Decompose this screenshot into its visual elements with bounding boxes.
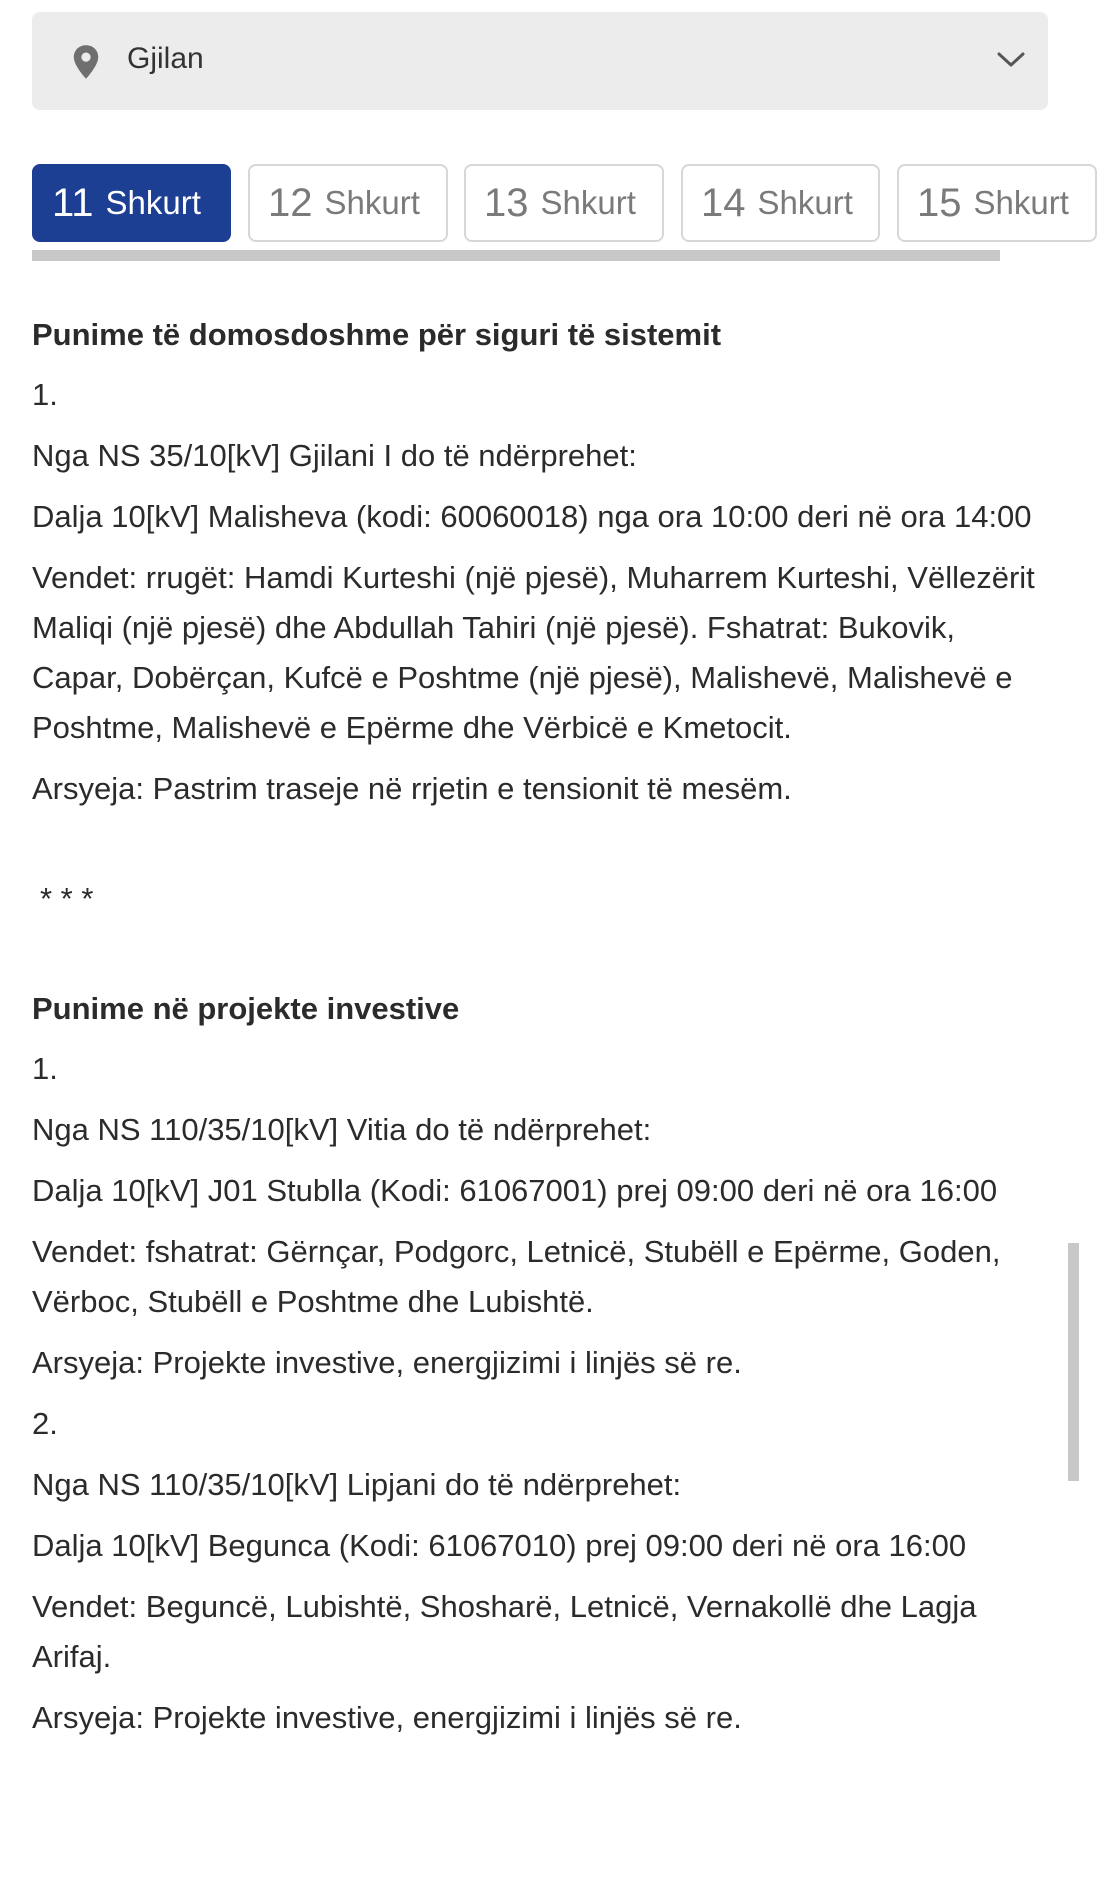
- date-tab-month: Shkurt: [324, 184, 420, 221]
- date-tab-13[interactable]: [464, 164, 664, 242]
- date-tab-month: Shkurt: [105, 184, 201, 221]
- outage-notice: [32, 310, 1048, 1754]
- chevron-down-icon[interactable]: [996, 50, 1026, 70]
- section-title: Punime të domosdoshme për siguri të sistemit: [32, 317, 722, 352]
- item-source: Nga NS 110/35/10[kV] Vitia do të ndërprehet:: [32, 1112, 652, 1147]
- date-tab-14[interactable]: [681, 164, 880, 242]
- item-places: Vendet: rrugët: Hamdi Kurteshi (një pjesë), Muharrem Kurteshi, Vëllezërit Maliqi (një pjesë) dhe Abdullah Tahiri (një pjesë). Fshatrat: Bukovik, Capar, Dobërçan, Kufcë e Poshtme (një pjesë), Malishevë, Malishevë e Poshtme, Malishevë e Epërme dhe Vërbicë e Kmetocit.: [32, 560, 1035, 745]
- item-places: Vendet: Beguncë, Lubishtë, Shosharë, Letnicë, Vernakollë dhe Lagja Arifaj.: [32, 1589, 977, 1674]
- item-reason: Arsyeja: Pastrim traseje në rrjetin e tensionit të mesëm.: [32, 771, 792, 806]
- date-tab-day: 14: [701, 180, 746, 225]
- date-tabs-scrollbar[interactable]: [32, 250, 1000, 261]
- item-reason: Arsyeja: Projekte investive, energjizimi i linjës së re.: [32, 1700, 742, 1735]
- date-tab-day: 15: [917, 180, 962, 225]
- item-places: Vendet: fshatrat: Gërnçar, Podgorc, Letnicë, Stubëll e Epërme, Goden, Vërboc, Stubëll e Poshtme dhe Lubishtë.: [32, 1234, 1001, 1319]
- location-value: Gjilan: [127, 42, 204, 75]
- item-source: Nga NS 35/10[kV] Gjilani I do të ndërprehet:: [32, 438, 637, 473]
- section-separator: * * *: [40, 881, 94, 916]
- item-reason: Arsyeja: Projekte investive, energjizimi i linjës së re.: [32, 1345, 742, 1380]
- date-tab-month: Shkurt: [540, 184, 636, 221]
- page-scrollbar[interactable]: [1068, 1243, 1079, 1481]
- date-tabs[interactable]: [32, 164, 1069, 242]
- map-pin-icon: [70, 44, 102, 80]
- item-source: Nga NS 110/35/10[kV] Lipjani do të ndërprehet:: [32, 1467, 682, 1502]
- date-tab-day: 12: [268, 180, 313, 225]
- item-number: 1.: [32, 377, 58, 412]
- item-number: 1.: [32, 1051, 58, 1086]
- date-tab-15[interactable]: [897, 164, 1097, 242]
- item-line: Dalja 10[kV] Malisheva (kodi: 60060018) nga ora 10:00 deri në ora 14:00: [32, 499, 1032, 534]
- item-number: 2.: [32, 1406, 58, 1441]
- date-tab-month: Shkurt: [757, 184, 853, 221]
- date-tab-day: 13: [484, 180, 529, 225]
- date-tab-12[interactable]: [248, 164, 448, 242]
- item-line: Dalja 10[kV] J01 Stublla (Kodi: 61067001) prej 09:00 deri në ora 16:00: [32, 1173, 998, 1208]
- item-line: Dalja 10[kV] Begunca (Kodi: 61067010) prej 09:00 deri në ora 16:00: [32, 1528, 967, 1563]
- date-tab-day: 11: [52, 180, 94, 225]
- date-tab-11[interactable]: [32, 164, 231, 242]
- date-tab-month: Shkurt: [973, 184, 1069, 221]
- section-title: Punime në projekte investive: [32, 991, 460, 1026]
